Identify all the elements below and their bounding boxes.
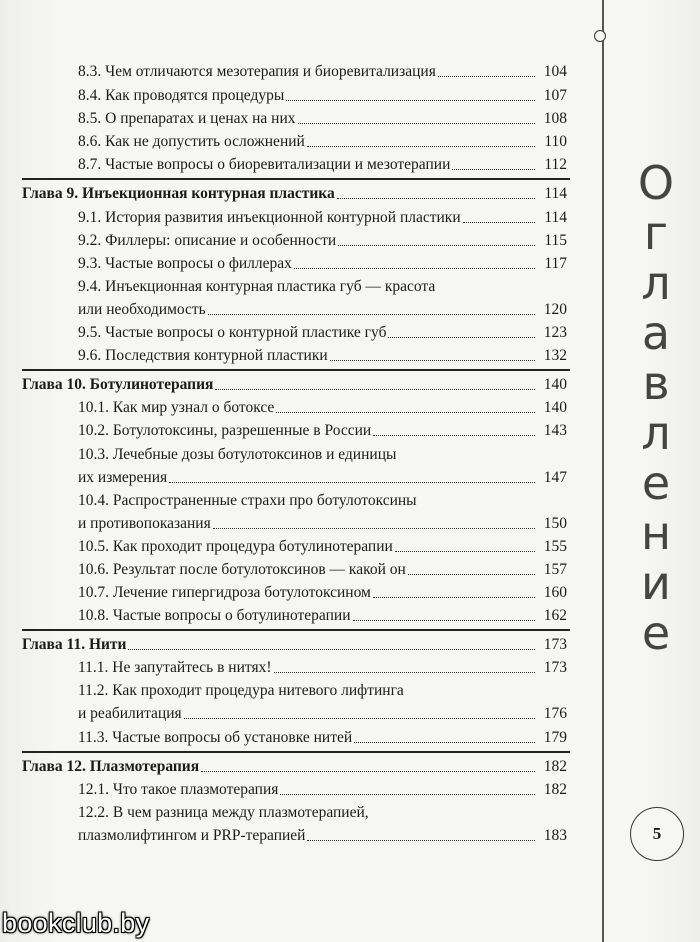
dot-leader (438, 76, 535, 77)
toc-entry-label: 10.8. Частые вопросы о ботулинотерапии (78, 607, 351, 624)
vertical-title-letter: н (640, 506, 672, 560)
toc-page-number: 115 (544, 232, 567, 249)
toc-chapter-entry[interactable] (22, 637, 126, 653)
toc-section-entry[interactable] (78, 706, 182, 722)
toc-section-entry[interactable] (78, 400, 274, 416)
vertical-title-letter: л (641, 256, 671, 310)
toc-entry-label: Глава 10. Ботулинотерапия (22, 376, 214, 393)
toc-entry-label: 8.7. Частые вопросы о биоревитализации и мезотерапии (78, 156, 451, 173)
dot-leader (353, 620, 536, 621)
toc-page-number: 140 (543, 399, 567, 416)
toc-entry-label: 10.4. Распространенные страхи про ботулотоксины (78, 492, 417, 509)
toc-entry-label: их измерения (78, 469, 168, 486)
dot-leader (201, 771, 535, 772)
toc-entry-label: 8.5. О препаратах и ценах на них (78, 110, 296, 127)
dot-leader (307, 840, 535, 841)
toc-entry-label: 10.6. Результат после ботулотоксинов — какой он (78, 561, 406, 578)
toc-section-entry[interactable] (78, 64, 436, 80)
dot-leader (408, 574, 535, 575)
vertical-title-letter: в (642, 356, 670, 410)
toc-section-entry[interactable] (78, 493, 417, 509)
vertical-title-letter: г (643, 206, 669, 260)
toc-section-entry[interactable] (78, 111, 296, 127)
toc-section-entry[interactable] (78, 325, 386, 341)
toc-page-number: 162 (543, 607, 567, 624)
dot-leader (373, 597, 535, 598)
page-number: 5 (630, 807, 684, 861)
vertical-title-letter: О (637, 156, 675, 210)
toc-page-number: 140 (543, 376, 567, 393)
vertical-title-letter: е (641, 456, 671, 510)
toc-entry-label: 10.3. Лечебные дозы ботулотоксинов и единицы (78, 446, 397, 463)
dot-leader (373, 435, 535, 436)
toc-page-number: 110 (544, 133, 567, 150)
toc-entry-label: 10.2. Ботулотоксины, разрешенные в России (78, 422, 372, 439)
dot-leader (215, 389, 535, 390)
vertical-title-letter: л (641, 406, 671, 460)
dot-leader (298, 123, 535, 124)
toc-section-entry[interactable] (78, 516, 211, 532)
chapter-separator (22, 178, 570, 180)
toc-page-number: 155 (543, 538, 567, 555)
chapter-separator (22, 751, 570, 753)
dot-leader (463, 222, 535, 223)
dot-leader (388, 337, 535, 338)
dot-leader (338, 245, 535, 246)
dot-leader (452, 169, 535, 170)
toc-section-entry[interactable] (78, 660, 272, 676)
vertical-title-letter: е (641, 606, 671, 660)
toc-section-entry[interactable] (78, 539, 393, 555)
rule-ring-ornament (594, 30, 606, 42)
toc-page-number: 132 (543, 347, 567, 364)
dot-leader (286, 100, 535, 101)
toc-entry-label: 10.5. Как проходит процедура ботулинотерапии (78, 538, 393, 555)
toc-section-entry[interactable] (78, 470, 167, 486)
toc-entry-label: 9.1. История развития инъекционной контурной пластики (78, 209, 461, 226)
toc-section-entry[interactable] (78, 210, 461, 226)
toc-page-number: 173 (543, 659, 567, 676)
toc-section-entry[interactable] (78, 279, 435, 295)
vertical-title-letter: а (641, 306, 671, 360)
toc-entry-label: плазмолифтингом и PRP-терапией (78, 827, 306, 844)
toc-section-entry[interactable] (78, 730, 352, 746)
toc-section-entry[interactable] (78, 423, 371, 439)
toc-entry-label: 9.4. Инъекционная контурная пластика губ — красота (78, 278, 436, 295)
dot-leader (274, 672, 536, 673)
toc-section-entry[interactable] (78, 683, 404, 699)
toc-page-number: 182 (543, 758, 567, 775)
toc-page-number: 104 (543, 63, 567, 80)
dot-leader (128, 649, 535, 650)
vertical-rule (602, 0, 604, 942)
toc-page-number: 114 (544, 209, 567, 226)
toc-page-number: 120 (543, 301, 567, 318)
toc-page-number: 107 (543, 87, 567, 104)
dot-leader (276, 412, 535, 413)
dot-leader (184, 718, 535, 719)
toc-section-entry[interactable] (78, 302, 206, 318)
toc-page-number: 143 (543, 422, 567, 439)
toc-section-entry[interactable] (78, 447, 396, 463)
toc-section-entry[interactable] (78, 233, 336, 249)
toc-section-entry[interactable] (78, 256, 292, 272)
toc-entry-label: 11.3. Частые вопросы об установке нитей (78, 729, 353, 746)
toc-chapter-entry[interactable] (22, 759, 199, 775)
toc-entry-label: и противопоказания (78, 515, 211, 532)
toc-chapter-entry[interactable] (22, 186, 335, 202)
dot-leader (208, 314, 535, 315)
toc-page-number: 112 (544, 156, 567, 173)
toc-entry-label: 8.6. Как не допустить осложнений (78, 133, 305, 150)
toc-entry-label: 9.5. Частые вопросы о контурной пластике губ (78, 324, 387, 341)
toc-entry-label: или необходимость (78, 301, 206, 318)
toc-page-number: 182 (543, 781, 567, 798)
toc-page-number: 157 (543, 561, 567, 578)
toc-section-entry[interactable] (78, 348, 328, 364)
toc-section-entry[interactable] (78, 88, 284, 104)
chapter-separator (22, 629, 570, 631)
toc-page-number: 150 (543, 515, 567, 532)
toc-entry-label: 10.1. Как мир узнал о ботоксе (78, 399, 275, 416)
toc-page-number: 114 (544, 185, 567, 202)
chapter-separator (22, 369, 570, 371)
toc-entry-label: 9.6. Последствия контурной пластики (78, 347, 328, 364)
toc-entry-label: 8.4. Как проводятся процедуры (78, 87, 285, 104)
toc-section-entry[interactable] (78, 608, 351, 624)
toc-section-entry[interactable] (78, 157, 450, 173)
toc-entry-label: 8.3. Чем отличаются мезотерапия и биоревитализация (78, 63, 436, 80)
vertical-title (612, 158, 700, 658)
dot-leader (354, 742, 535, 743)
toc-entry-label: 9.2. Филлеры: описание и особенности (78, 232, 337, 249)
toc-section-entry[interactable] (78, 805, 369, 821)
toc-page-number: 183 (543, 827, 567, 844)
dot-leader (395, 551, 535, 552)
toc-page-number: 123 (543, 324, 567, 341)
toc-section-entry[interactable] (78, 828, 305, 844)
dot-leader (280, 794, 535, 795)
watermark: bookclub.by (2, 908, 150, 938)
toc-section-entry[interactable] (78, 782, 278, 798)
toc-entry-label: 12.2. В чем разница между плазмотерапией, (78, 804, 369, 821)
toc-page-number: 160 (543, 584, 567, 601)
toc-entry-label: 9.3. Частые вопросы о филлерах (78, 255, 292, 272)
dot-leader (307, 146, 535, 147)
toc-page-number: 117 (544, 255, 567, 272)
toc-entry-label: и реабилитация (78, 705, 182, 722)
dot-leader (213, 528, 535, 529)
toc-section-entry[interactable] (78, 585, 371, 601)
dot-leader (337, 198, 535, 199)
toc-page-number: 147 (543, 469, 567, 486)
toc-page-number: 108 (543, 110, 567, 127)
toc-page-number: 173 (543, 636, 567, 653)
toc-section-entry[interactable] (78, 562, 406, 578)
toc-entry-label: Глава 11. Нити (22, 636, 127, 653)
toc-entry-label: 11.2. Как проходит процедура нитевого лифтинга (78, 682, 404, 699)
dot-leader (169, 482, 535, 483)
toc-entry-label: 10.7. Лечение гипергидроза ботулотоксином (78, 584, 371, 601)
toc-page-number: 179 (543, 729, 567, 746)
vertical-title-letter: и (641, 556, 671, 610)
toc-chapter-entry[interactable] (22, 377, 213, 393)
toc-entry-label: Глава 12. Плазмотерапия (22, 758, 200, 775)
toc-entry-label: 12.1. Что такое плазмотерапия (78, 781, 279, 798)
dot-leader (294, 268, 535, 269)
toc-page-number: 176 (543, 705, 567, 722)
toc-section-entry[interactable] (78, 134, 305, 150)
toc-entry-label: 11.1. Не запутайтесь в нитях! (78, 659, 272, 676)
toc-entry-label: Глава 9. Инъекционная контурная пластика (22, 185, 335, 202)
dot-leader (330, 360, 535, 361)
